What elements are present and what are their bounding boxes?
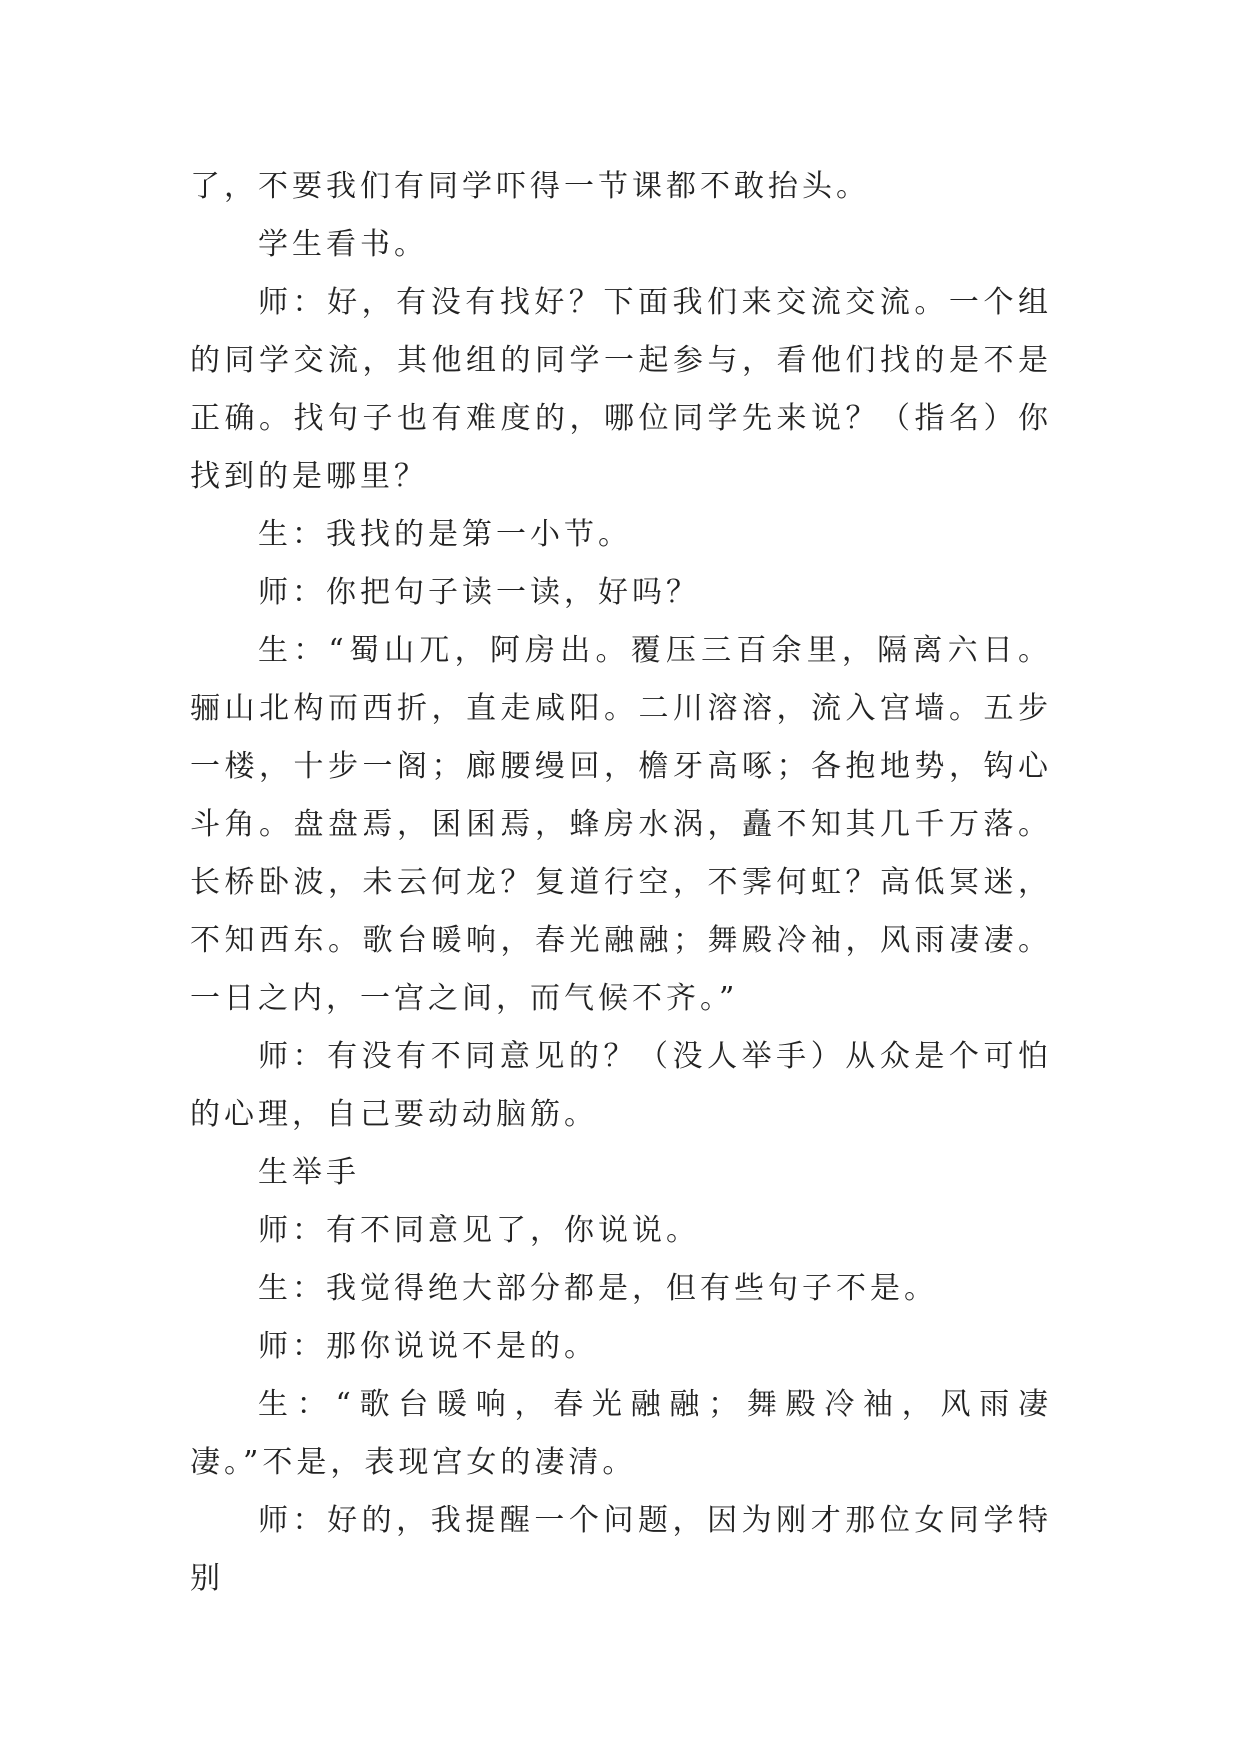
paragraph-9: 师：有不同意见了，你说说。 [258, 1213, 700, 1248]
paragraph-6: 生：“蜀山兀，阿房出。覆压三百余里，隔离六日。骊山北构而西折，直走咸阳。二川溶溶，流入宫墙。五步一楼，十步一阁；廊腰缦回，檐牙高啄；各抱地势，钩心斗角。盘盘焉，囷囷焉，蜂房水涡，矗不知其几千万落。长桥卧波，未云何龙？复道行空，不霁何虹？高低冥迷，不知西东。歌台暖响，春光融融；舞殿冷袖，风雨凄凄。一日之内，一宫之间，而气候不齐。” [190, 633, 1052, 1016]
paragraph-13: 师：好的，我提醒一个问题，因为刚才那位女同学特别 [190, 1503, 1052, 1596]
paragraph-10: 生：我觉得绝大部分都是，但有些句子不是。 [258, 1271, 938, 1306]
paragraph-8: 生举手 [258, 1155, 360, 1190]
paragraph-1: 了，不要我们有同学吓得一节课都不敢抬头。 [190, 169, 870, 204]
paragraph-4: 生：我找的是第一小节。 [258, 517, 632, 552]
paragraph-7: 师：有没有不同意见的？（没人举手）从众是个可怕的心理，自己要动动脑筋。 [190, 1039, 1052, 1132]
document-body [190, 158, 1052, 1608]
paragraph-5: 师：你把句子读一读，好吗？ [258, 575, 700, 610]
paragraph-2: 学生看书。 [258, 227, 428, 262]
paragraph-3: 师：好，有没有找好？下面我们来交流交流。一个组的同学交流，其他组的同学一起参与，看他们找的是不是正确。找句子也有难度的，哪位同学先来说？（指名）你找到的是哪里？ [190, 285, 1052, 494]
paragraph-11: 师：那你说说不是的。 [258, 1329, 598, 1364]
paragraph-12: 生：“歌台暖响，春光融融；舞殿冷袖，风雨凄凄。”不是，表现宫女的凄清。 [190, 1387, 1052, 1480]
